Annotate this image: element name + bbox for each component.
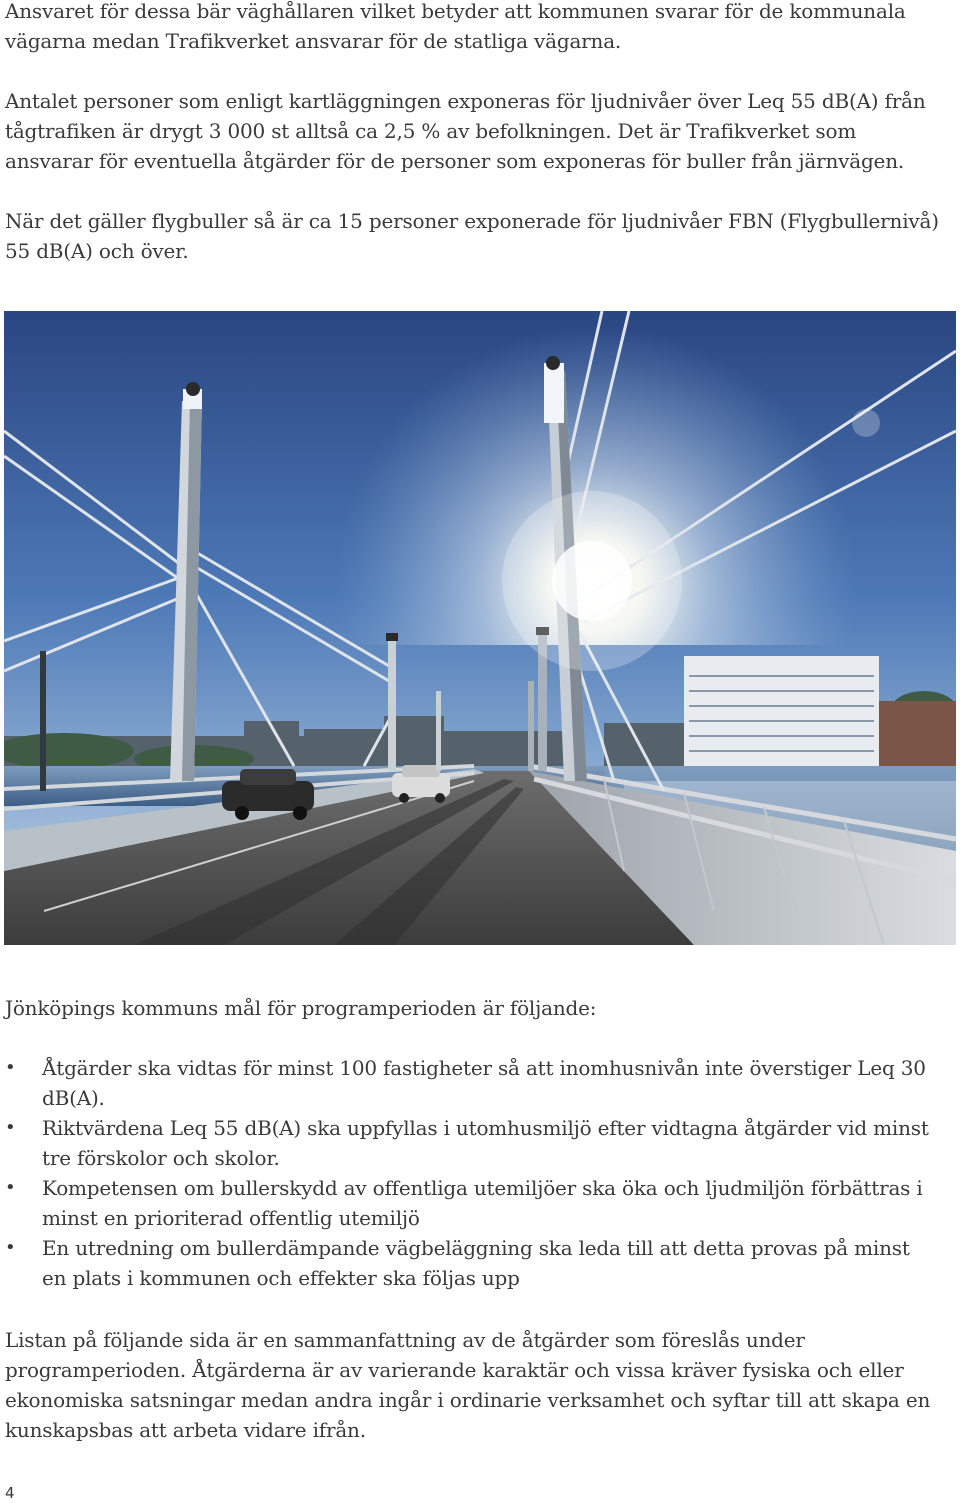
bullet-icon: • [5,1057,16,1078]
goals-list [5,1053,940,1293]
paragraph-train-noise: Antalet personer som enligt kartläggningen exponeras för ljudnivåer över Leq 55 dB(A) från tågtrafiken är drygt 3 000 st alltså ca 2,5 % av befolkningen. Det är Trafikverket som ansvarar för eventuella åtgärder för de personer som exponeras för buller från järnvägen. [5,89,926,173]
paragraph-summary: Listan på följande sida är en sammanfattning av de åtgärder som föreslås under programperioden. Åtgärderna är av varierande karaktär och vissa kräver fysiska och eller ekonomiska satsningar medan andra ingår i ordinarie verksamhet och syftar till att skapa en kunskapsbas att arbeta vidare ifrån. [5,1328,931,1442]
goals-intro: Jönköpings kommuns mål för programperioden är följande: [5,996,597,1020]
list-item [5,1053,940,1113]
bullet-icon: • [5,1177,16,1198]
paragraph-aircraft-noise: När det gäller flygbuller så är ca 15 personer exponerade för ljudnivåer FBN (Flygbullernivå) 55 dB(A) och över. [5,209,939,263]
goal-text: Åtgärder ska vidtas för minst 100 fastigheter så att inomhusnivån inte överstiger Leq 30 dB(A). [42,1056,926,1110]
page-number: 4 [5,1484,15,1502]
goal-text: En utredning om bullerdämpande vägbeläggning ska leda till att detta provas på minst en plats i kommunen och effekter ska följas upp [42,1236,910,1290]
list-item [5,1113,940,1173]
goal-text: Riktvärdena Leq 55 dB(A) ska uppfyllas i utomhusmiljö efter vidtagna åtgärder vid minst tre förskolor och skolor. [42,1116,929,1170]
list-item [5,1233,940,1293]
list-item [5,1173,940,1233]
bridge-photo [4,311,956,945]
bullet-icon: • [5,1117,16,1138]
paragraph-road-responsibility: Ansvaret för dessa bär väghållaren vilket betyder att kommunen svarar för de kommunala vägarna medan Trafikverket ansvarar för de statliga vägarna. [5,0,906,53]
bullet-icon: • [5,1237,16,1258]
goal-text: Kompetensen om bullerskydd av offentliga utemiljöer ska öka och ljudmiljön förbättras i minst en prioriterad offentlig utemiljö [42,1176,923,1230]
